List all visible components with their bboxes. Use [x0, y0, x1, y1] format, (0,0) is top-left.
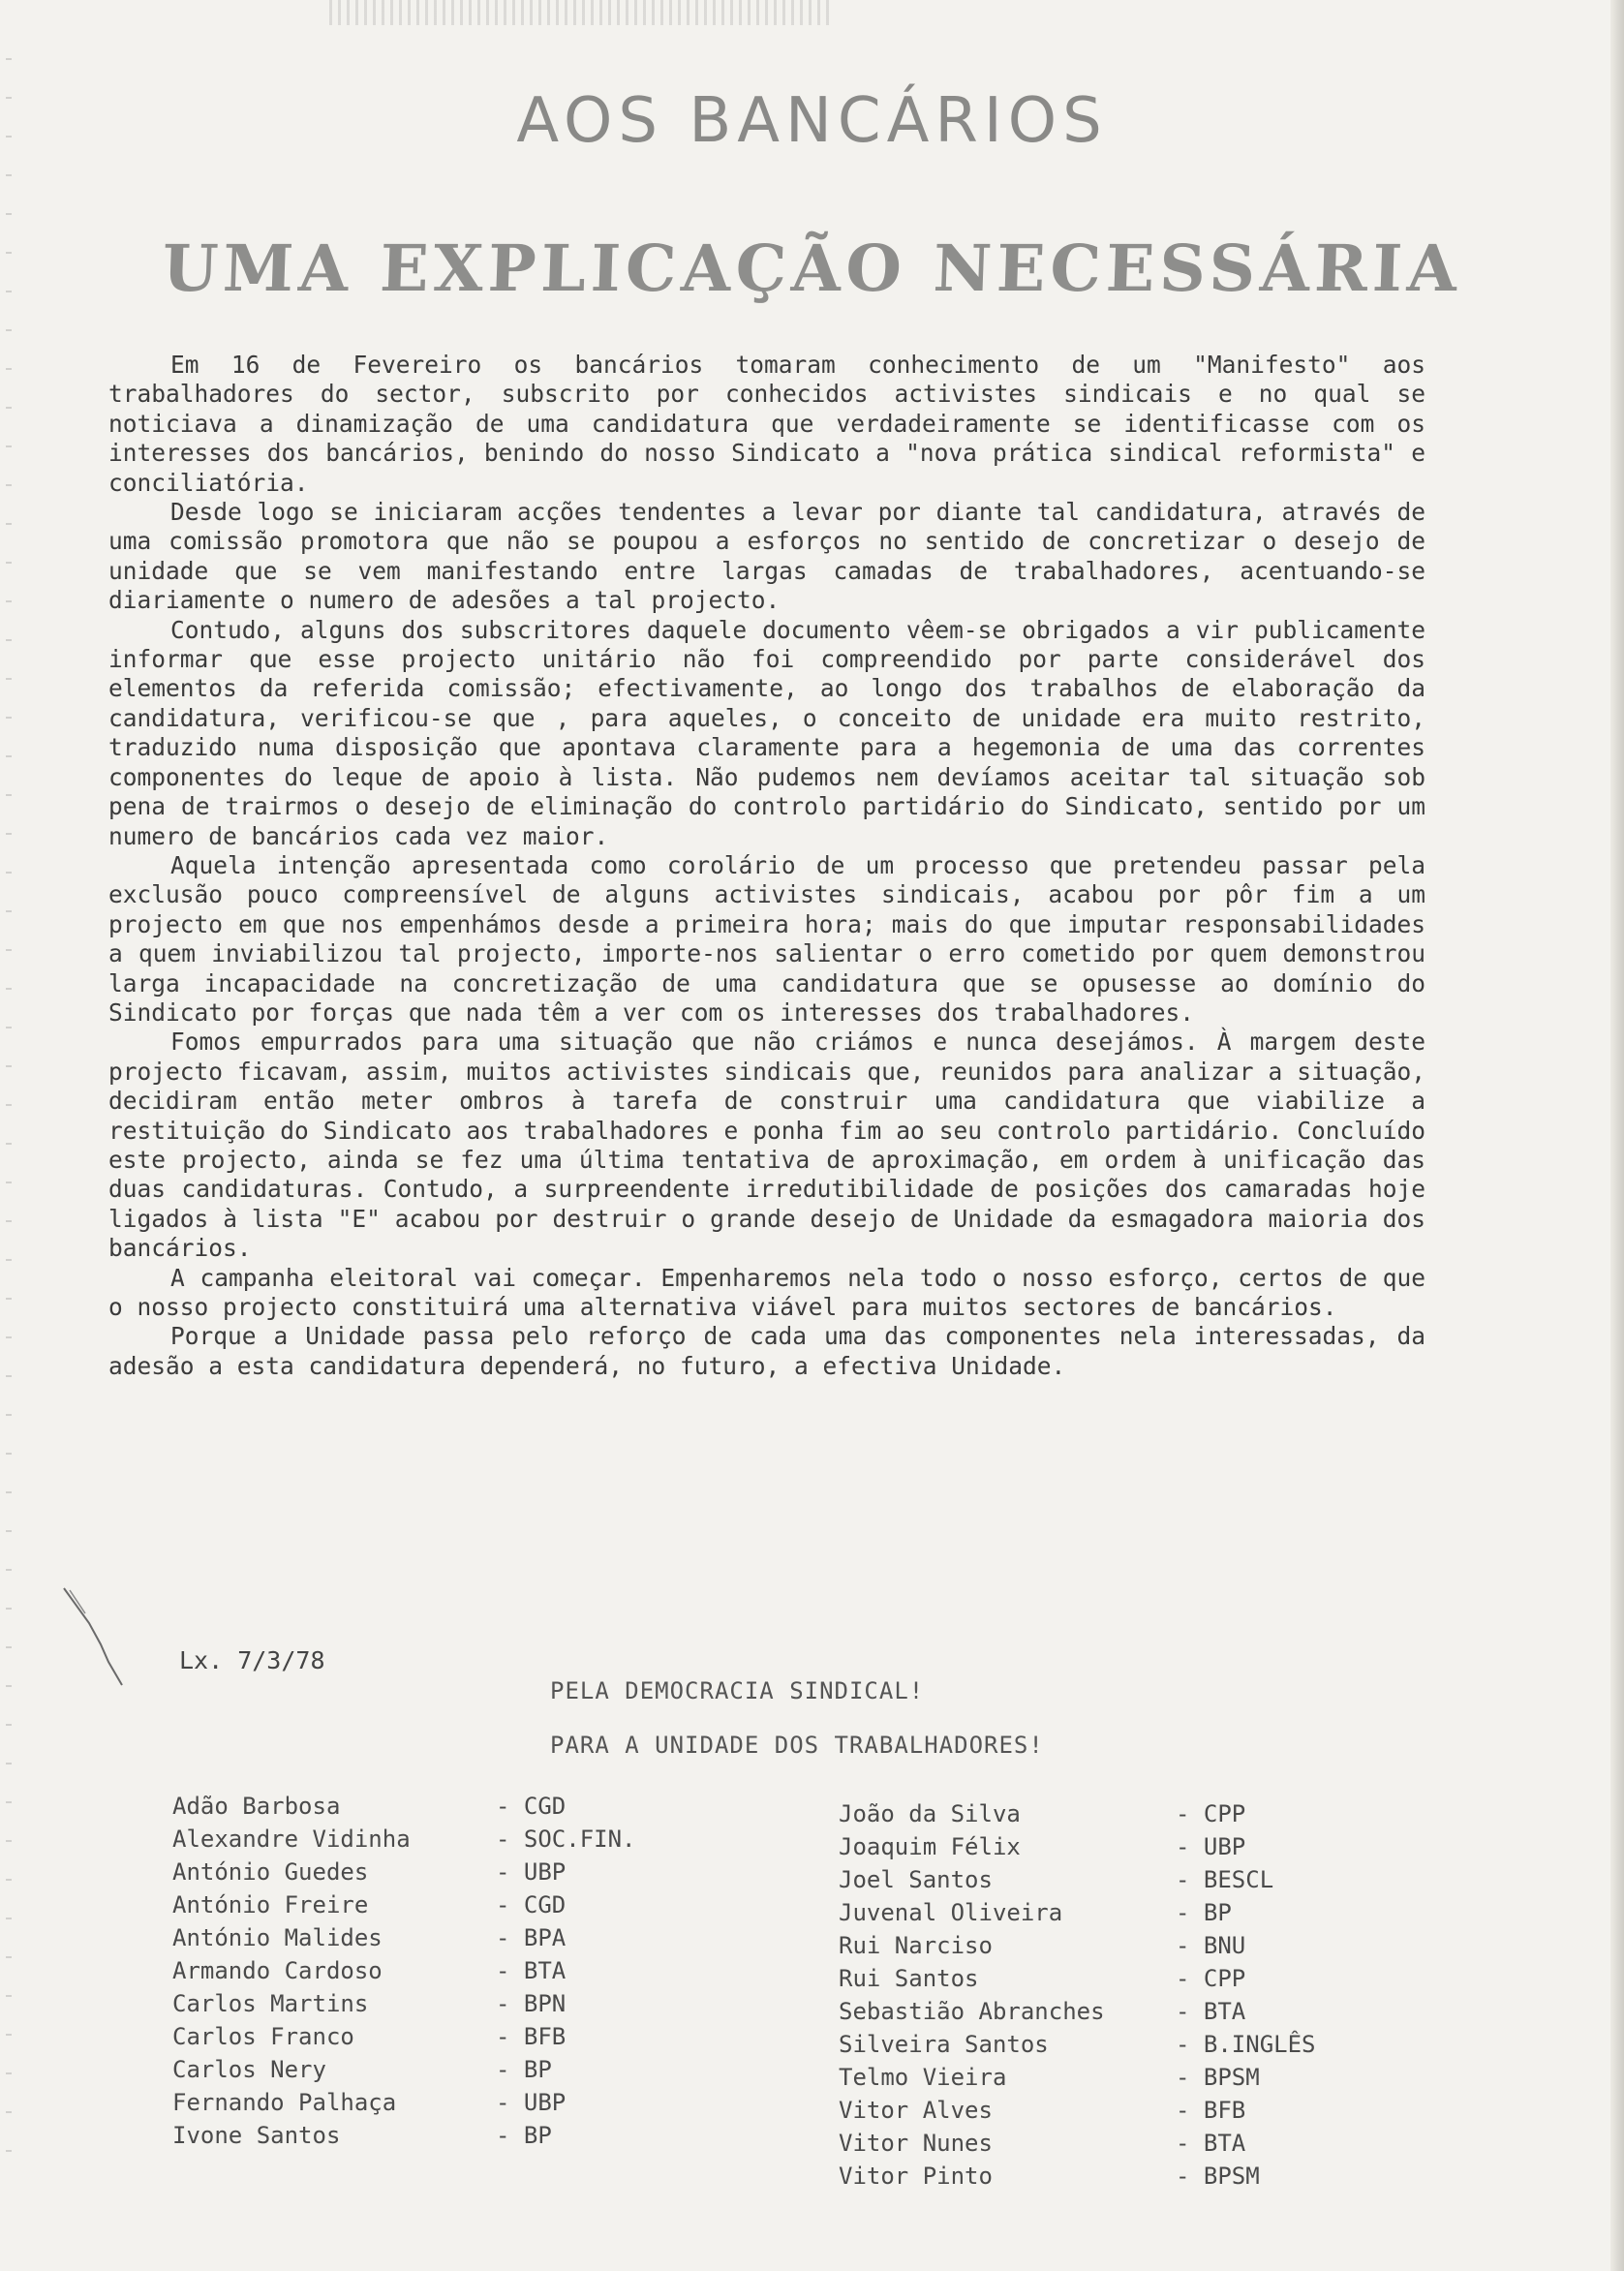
paragraph: Porque a Unidade passa pelo reforço de cada uma das componentes nela interessadas, da adesão a esta candidatura dependerá, no futuro, a efectiva Unidade.: [108, 1322, 1425, 1380]
paragraph: Aquela intenção apresentada como corolário de um processo que pretendeu passar pela exclusão pouco compreensível de alguns activistes sindicais, acabou por pôr fim a um projecto em que nos empenhámos desde a primeira hora; mais do que imputar responsabilidades a quem inviabilizou tal projecto, importe-nos salientar o erro cometido por quem demonstrou larga incapacidade na concretização de uma candidatura que se opusesse ao domínio do Sindicato por forças que nada têm a ver com os interesses dos trabalhadores.: [108, 850, 1425, 1027]
signatory-name: Silveira Santos: [839, 2031, 1049, 2058]
signatory-name: Joel Santos: [839, 1866, 993, 1893]
document-title: UMA EXPLICAÇÃO NECESSÁRIA: [161, 230, 1463, 306]
signatory-bank: - BFB: [1176, 2097, 1246, 2124]
paragraph: A campanha eleitoral vai começar. Empenharemos nela todo o nosso esforço, certos de que o nosso projecto constituirá uma alternativa viável para muitos sectores de bancários.: [108, 1263, 1425, 1321]
signatory-name: Ivone Santos: [172, 2122, 341, 2149]
paragraph: Fomos empurrados para uma situação que não criámos e nunca desejámos. À margem deste projecto ficavam, assim, muitos activistes sindicais que, reunidos para analizar a situação, decidiram então meter ombros à tarefa de construir uma candidatura que viabilize a restituição do Sindicato aos trabalhadores e ponha fim ao seu controlo partidário. Concluído este projecto, ainda se fez uma última tentativa de aproximação, em ordem à unificação das duas candidaturas. Contudo, a surpreendente irredutibilidade de posições dos camaradas hoje ligados à lista "E" acabou por destruir o grande desejo de Unidade da esmagadora maioria dos bancários.: [108, 1028, 1425, 1263]
signatory-name: António Guedes: [172, 1858, 369, 1886]
signatory-bank: - BPA: [496, 1924, 567, 1951]
signatory-bank: - BPSM: [1176, 2163, 1260, 2190]
signatory-bank: - CPP: [1176, 1965, 1246, 1992]
signatory-bank: - SOC.FIN.: [496, 1826, 636, 1853]
signatory-name: Vitor Pinto: [839, 2163, 993, 2190]
signatory-bank: - BTA: [1176, 2130, 1246, 2157]
signatory-name: Juvenal Oliveira: [839, 1899, 1063, 1926]
signatory-name: Rui Narciso: [839, 1932, 993, 1959]
slogan-unity: PARA A UNIDADE DOS TRABALHADORES!: [550, 1732, 1044, 1759]
signatory-name: Adão Barbosa: [172, 1793, 341, 1820]
signatory-bank: - BFB: [496, 2023, 567, 2050]
signatory-bank: - UBP: [496, 2089, 567, 2116]
signatory-name: Carlos Franco: [172, 2023, 354, 2050]
signatory-name: Carlos Nery: [172, 2056, 326, 2083]
signatory-name: Fernando Palhaça: [172, 2089, 397, 2116]
paragraph: Desde logo se iniciaram acções tendentes a levar por diante tal candidatura, através de uma comissão promotora que não se poupou a esforços no sentido de concretizar o desejo de unidade que se vem manifestando entre largas camadas de trabalhadores, acentuando-se diariamente o numero de adesões a tal projecto.: [108, 498, 1425, 615]
body-text: [108, 351, 1425, 1381]
page-edge-shadow: [1610, 0, 1624, 2271]
pen-stroke-mark: [60, 1584, 128, 1691]
signatory-name: Alexandre Vidinha: [172, 1826, 411, 1853]
signatory-name: Joaquim Félix: [839, 1833, 1021, 1860]
signatory-bank: - BP: [496, 2056, 552, 2083]
signatory-name: António Freire: [172, 1891, 369, 1918]
signatory-bank: - BESCL: [1176, 1866, 1274, 1893]
signatory-bank: - B.INGLÊS: [1176, 2031, 1316, 2058]
signatory-name: Sebastião Abranches: [839, 1998, 1105, 2025]
heading-kicker: AOS BANCÁRIOS: [516, 85, 1108, 157]
signatory-bank: - BPSM: [1176, 2064, 1260, 2091]
signatory-bank: - BPN: [496, 1990, 567, 2017]
signatory-bank: - CPP: [1176, 1800, 1246, 1827]
signatory-bank: - BP: [1176, 1899, 1232, 1926]
signatory-bank: - BTA: [1176, 1998, 1246, 2025]
signatory-name: Telmo Vieira: [839, 2064, 1007, 2091]
signatory-bank: - BNU: [1176, 1932, 1246, 1959]
signatory-name: João da Silva: [839, 1800, 1021, 1827]
signatory-bank: - BTA: [496, 1957, 567, 1984]
signatory-bank: - UBP: [1176, 1833, 1246, 1860]
document-date: Lx. 7/3/78: [179, 1646, 325, 1674]
signatory-name: Carlos Martins: [172, 1990, 369, 2017]
signatory-name: António Malides: [172, 1924, 383, 1951]
paragraph: Em 16 de Fevereiro os bancários tomaram conhecimento de um "Manifesto" aos trabalhadores do sector, subscrito por conhecidos activistes sindicais e no qual se noticiava a dinamização de uma candidatura que verdadeiramente se identificasse com os interesses dos bancários, benindo do nosso Sindicato a "nova prática sindical reformista" e conciliatória.: [108, 351, 1425, 497]
paragraph: Contudo, alguns dos subscritores daquele documento vêem-se obrigados a vir publicamente informar que esse projecto unitário não foi compreendido por parte considerável dos elementos da referida comissão; efectivamente, ao longo dos trabalhos de elaboração da candidatura, verificou-se que , para aqueles, o conceito de unidade era muito restrito, traduzido numa disposição que apontava claramente para a hegemonia de uma das correntes componentes do leque de apoio à lista. Não pudemos nem devíamos aceitar tal situação sob pena de trairmos o desejo de eliminação do controlo partidário do Sindicato, sentido por um numero de bancários cada vez maior.: [108, 615, 1425, 850]
signatory-bank: - CGD: [496, 1891, 567, 1918]
torn-top-edge: [329, 0, 833, 25]
signatory-bank: - UBP: [496, 1858, 567, 1886]
signatory-bank: - CGD: [496, 1793, 567, 1820]
signatory-bank: - BP: [496, 2122, 552, 2149]
punch-marks: [6, 58, 12, 2189]
signatory-name: Vitor Nunes: [839, 2130, 993, 2157]
signatory-name: Vitor Alves: [839, 2097, 993, 2124]
signatory-name: Rui Santos: [839, 1965, 979, 1992]
slogan-democracy: PELA DEMOCRACIA SINDICAL!: [550, 1677, 925, 1704]
signatory-name: Armando Cardoso: [172, 1957, 383, 1984]
